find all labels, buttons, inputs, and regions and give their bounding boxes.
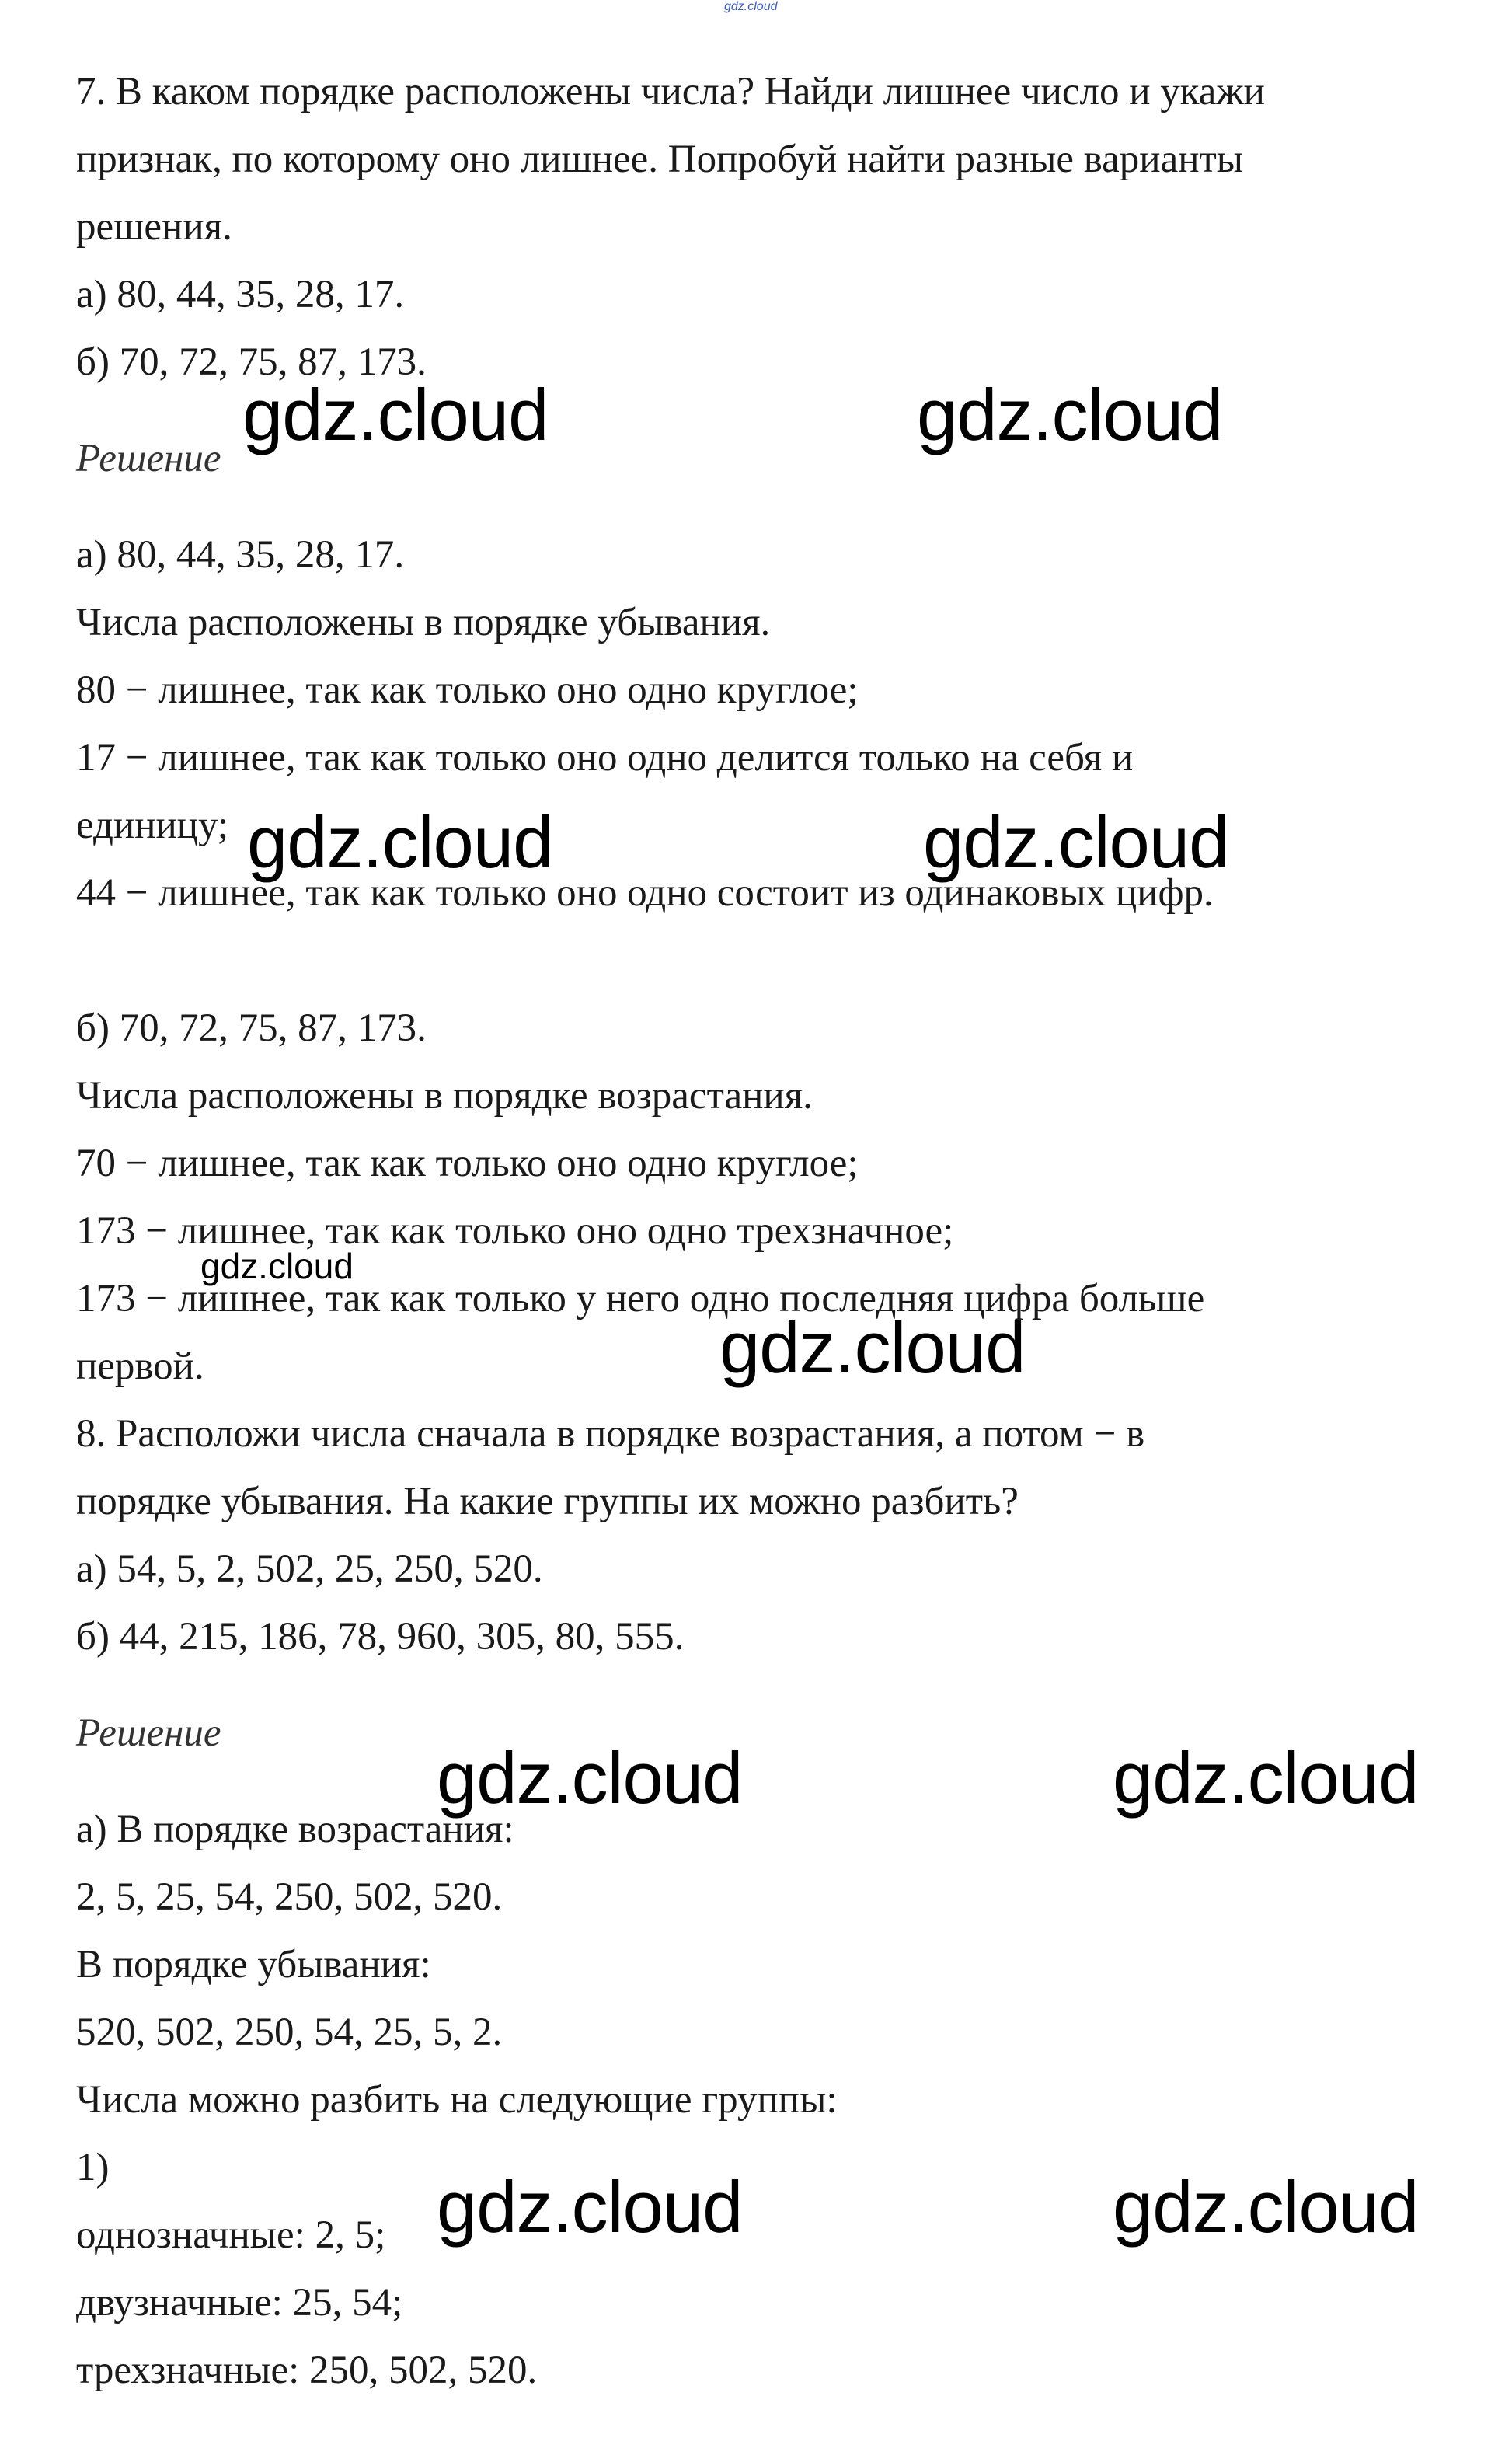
task7-solution-b-line1: Числа расположены в порядке возрастания.: [76, 1074, 813, 1118]
task8-item-a: а) 54, 5, 2, 502, 25, 250, 520.: [76, 1547, 543, 1591]
task8-solution-line9: трехзначные: 250, 502, 520.: [76, 2349, 538, 2392]
task8-solution-line7: однозначные: 2, 5;: [76, 2213, 386, 2257]
watermark: gdz.cloud: [1113, 2166, 1419, 2248]
task8-solution-line5: Числа можно разбить на следующие группы:: [76, 2078, 838, 2122]
task7-solution-a-title: а) 80, 44, 35, 28, 17.: [76, 533, 405, 577]
task7-solution-a-line3: 17 − лишнее, так как только оно одно делится только на себя и: [76, 736, 1134, 780]
task7-solution-label: Решение: [76, 437, 221, 480]
task7-item-a: а) 80, 44, 35, 28, 17.: [76, 273, 405, 316]
task8-solution-line1: а) В порядке возрастания:: [76, 1808, 514, 1851]
task7-solution-a-line1: Числа расположены в порядке убывания.: [76, 601, 771, 644]
task7-solution-a-line4: единицу;: [76, 804, 229, 847]
watermark: gdz.cloud: [923, 801, 1229, 883]
task7-solution-a-line5: 44 − лишнее, так как только оно одно состоит из одинаковых цифр.: [76, 871, 1214, 915]
task8-question-line1: 8. Расположи числа сначала в порядке возрастания, а потом − в: [76, 1412, 1145, 1456]
watermark: gdz.cloud: [719, 1306, 1026, 1388]
watermark: gdz.cloud: [917, 374, 1223, 455]
task7-solution-b-line2: 70 − лишнее, так как только оно одно круглое;: [76, 1142, 859, 1185]
task8-solution-line2: 2, 5, 25, 54, 250, 502, 520.: [76, 1875, 503, 1919]
task8-solution-line6: 1): [76, 2146, 110, 2189]
task8-solution-line3: В порядке убывания:: [76, 1943, 431, 1986]
task7-question-line3: решения.: [76, 205, 232, 249]
task7-question-line1: 7. В каком порядке расположены числа? Найди лишнее число и укажи: [76, 70, 1265, 113]
task8-item-b: б) 44, 215, 186, 78, 960, 305, 80, 555.: [76, 1615, 685, 1658]
task7-solution-b-line5: первой.: [76, 1345, 204, 1388]
watermark: gdz.cloud: [437, 1737, 743, 1819]
watermark: gdz.cloud: [1113, 1737, 1419, 1819]
watermark: gdz.cloud: [242, 374, 549, 455]
task7-solution-b-line4: 173 − лишнее, так как только у него одно последняя цифра больше: [76, 1277, 1205, 1320]
task7-item-b: б) 70, 72, 75, 87, 173.: [76, 340, 427, 384]
top-watermark: gdz.cloud: [724, 0, 778, 13]
task7-solution-b-line3: 173 − лишнее, так как только оно одно трехзначное;: [76, 1209, 954, 1253]
task7-solution-b-title: б) 70, 72, 75, 87, 173.: [76, 1006, 427, 1050]
watermark-small: gdz.cloud: [200, 1246, 354, 1286]
task7-question-line2: признак, по которому оно лишнее. Попробуй найти разные варианты: [76, 138, 1244, 181]
task8-question-line2: порядке убывания. На какие группы их можно разбить?: [76, 1480, 1019, 1523]
watermark: gdz.cloud: [437, 2166, 743, 2248]
task8-solution-line4: 520, 502, 250, 54, 25, 5, 2.: [76, 2011, 503, 2054]
task8-solution-label: Решение: [76, 1711, 221, 1755]
watermark: gdz.cloud: [247, 801, 553, 883]
task7-solution-a-line2: 80 − лишнее, так как только оно одно круглое;: [76, 668, 859, 712]
task8-solution-line8: двузначные: 25, 54;: [76, 2281, 403, 2325]
